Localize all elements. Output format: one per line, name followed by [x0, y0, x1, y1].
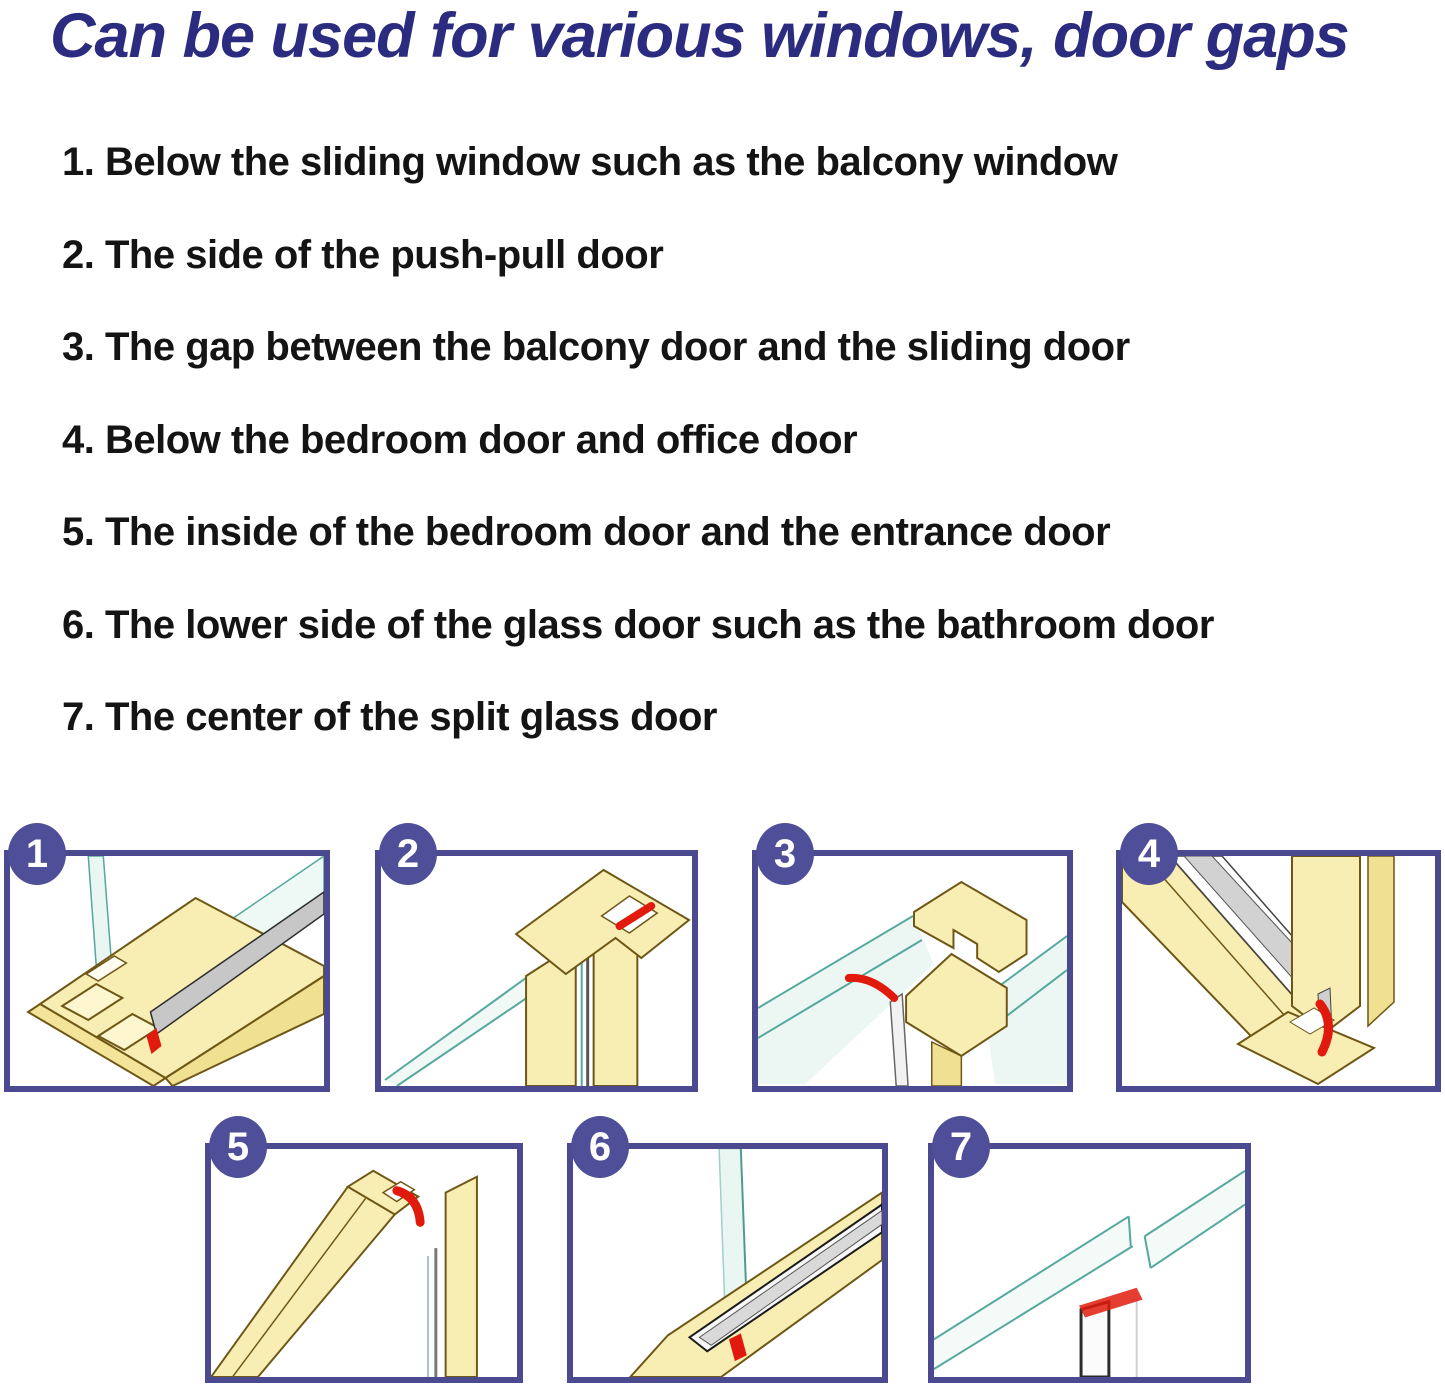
- use-case-item-2: 2. The side of the push-pull door: [62, 232, 664, 277]
- usage-diagram-panel-4: [1116, 832, 1441, 1092]
- diagram-number-badge: 3: [756, 823, 814, 885]
- bedroom-entrance-door-inside-diagram-icon: [211, 1149, 517, 1377]
- diagram-number-badge: 2: [379, 823, 437, 885]
- usage-diagram-panel-7: [928, 1125, 1251, 1383]
- diagram-number-badge: 5: [209, 1116, 267, 1178]
- diagram-number-badge: 4: [1120, 823, 1178, 885]
- use-case-item-6: 6. The lower side of the glass door such as the bathroom door: [62, 602, 1214, 647]
- use-case-item-3: 3. The gap between the balcony door and the sliding door: [62, 325, 1130, 369]
- page-title: Can be used for various windows, door gaps: [50, 1, 1349, 71]
- glass-door-lower-side-diagram-icon: [573, 1149, 882, 1377]
- diagram-number-badge: 6: [571, 1116, 629, 1178]
- use-case-list: [62, 140, 1402, 788]
- sliding-window-sill-diagram-icon: [10, 856, 324, 1086]
- use-case-item-1: 1. Below the sliding window such as the balcony window: [62, 140, 1118, 184]
- usage-diagram-panel-6: [567, 1125, 888, 1383]
- split-glass-door-center-diagram-icon: [934, 1149, 1245, 1377]
- use-case-item-5: 5. The inside of the bedroom door and the entrance door: [62, 510, 1111, 554]
- usage-diagram-panel-1: [4, 832, 330, 1092]
- usage-diagram-panel-2: [375, 832, 698, 1092]
- use-case-item-4: 4. Below the bedroom door and office door: [62, 417, 858, 462]
- usage-diagram-panel-3: [752, 832, 1073, 1092]
- diagram-number-badge: 1: [8, 823, 66, 885]
- diagram-number-badge: 7: [932, 1116, 990, 1178]
- balcony-sliding-door-gap-diagram-icon: [758, 856, 1067, 1086]
- usage-diagram-panel-5: [205, 1125, 523, 1383]
- use-case-item-7: 7. The center of the split glass door: [62, 695, 717, 739]
- bedroom-office-door-bottom-diagram-icon: [1122, 856, 1435, 1086]
- push-pull-door-side-diagram-icon: [381, 856, 692, 1086]
